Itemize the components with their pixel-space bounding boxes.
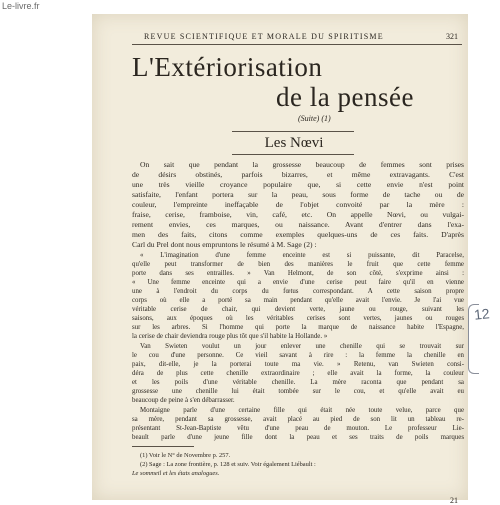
footnote-2: (2) Sage : La zone frontière, p. 128 et suiv. Voir également Liébault : xyxy=(140,461,316,468)
section-rule-top xyxy=(232,131,354,132)
article-title-line2: de la pensée xyxy=(276,82,414,112)
quote-line: la cerise de chair deviendra rouge plus tôt que s'il habite la Hollande. » xyxy=(132,333,328,340)
body-line: couleur, l'empreinte ineffaçable de l'objet convoité par la mère : xyxy=(132,200,464,209)
body-line: et les poils d'une véritable chenille. La mère raconta que pendant sa xyxy=(132,379,464,386)
body-line: paix, dit-elle, je la porterai toute ma vie. » Retenu, van Swieten consi- xyxy=(132,361,464,368)
body-line: Montaigne parle d'une certaine fille qui était née toute velue, parce que xyxy=(140,407,464,414)
section-heading: Les Nœvi xyxy=(264,135,324,151)
body-line: de désirs obstinés, parfois bizarres, et même extravagants. C'est xyxy=(132,170,464,179)
body-line: rement envies, ces marques, ou naissance. Avant d'entrer dans l'exa- xyxy=(132,220,464,229)
page-number: 321 xyxy=(446,32,458,41)
body-line: On sait que pendant la grossesse beaucoup de femmes sont prises xyxy=(140,160,464,169)
body-line: men des faits, citons comme exemples quelques-uns de ces faits. D'après xyxy=(132,230,464,239)
body-line: satisfaite, l'enfant portera sur la peau, sous forme de tache ou de xyxy=(132,190,464,199)
section-rule-bottom xyxy=(232,154,354,155)
body-line: beault parle d'une jeune fille dont la peau et ses traits de poils marques xyxy=(132,434,464,441)
margin-handwritten-number: 12 xyxy=(473,305,491,323)
body-line: Van Swieten voulut un jour enlever une chenille qui se trouvait sur xyxy=(140,343,464,350)
quote-line: saisons, aux époques où les véritables cerises sont vertes, jaunes ou rouges xyxy=(132,315,464,322)
quote-line: « Une femme enceinte qui a envie d'une cerise peut faire qu'il en vienne xyxy=(132,279,464,286)
body-line: déra de plus cette chenille extraordinaire ; elle avait la forme, la couleur xyxy=(132,370,464,377)
running-head xyxy=(92,32,468,44)
footnote-1: (1) Voir le N° de Novembre p. 257. xyxy=(140,452,231,459)
book-page xyxy=(92,14,468,505)
quote-line: porte dans ses entrailles. » Van Helmont, de son côté, s'exprime ainsi : xyxy=(132,270,464,277)
journal-title: REVUE SCIENTIFIQUE ET MORALE DU SPIRITISME xyxy=(144,32,384,41)
quote-line: véritable cerise de chair, qui devient verte, jaune ou rouge, suivant les xyxy=(132,306,464,313)
header-rule xyxy=(132,44,462,45)
quote-line: « L'imagination d'une femme enceinte est si puissante, dit Paracelse, xyxy=(140,252,464,259)
footnote-2-cont: Le sommeil et les états analogues. xyxy=(132,470,220,477)
body-line: Carl du Prel dont nous empruntons le résumé à M. Sage (2) : xyxy=(132,240,317,249)
body-line: fraise, cerise, framboise, vin, café, etc. On appelle Nœvi, ou vulgai- xyxy=(132,210,464,219)
body-line: grossesse une chenille lui était tombée sur le cou, et qu'elle avait eu xyxy=(132,388,464,395)
body-line: le cou d'une personne. Ce vieil savant à rire : la femme la chenille en xyxy=(132,352,464,359)
article-subtitle: (Suite) (1) xyxy=(298,114,331,123)
body-line: présentant St-Jean-Baptiste vêtu d'une peau de mouton. Le professeur Lie- xyxy=(132,425,464,432)
body-line: une très vieille croyance populaire que, si cette envie n'est point xyxy=(132,180,464,189)
site-watermark: Le-livre.fr xyxy=(2,1,40,11)
footnote-rule xyxy=(132,446,194,447)
body-line: sa mère, pendant sa grossesse, avait placé au pied de son lit un tableau re- xyxy=(132,416,464,423)
quote-line: sur les arbres. Si l'homme qui porte la marque de naissance habite l'Espagne, xyxy=(132,324,464,331)
quote-line: qu'elle peut transformer de bien des manières le fruit que cette femme xyxy=(132,261,464,268)
body-line: beaucoup de peine à s'en débarrasser. xyxy=(132,397,235,404)
quote-line: corps où elle a porté sa main pendant qu'elle avait l'envie. Je l'ai vue xyxy=(132,297,464,304)
quote-line: une à l'endroit du corps du fœtus correspondant. A cette saison propre xyxy=(132,288,464,295)
page-footer-number: 21 xyxy=(450,496,458,505)
article-title-line1: L'Extériorisation xyxy=(132,52,323,82)
